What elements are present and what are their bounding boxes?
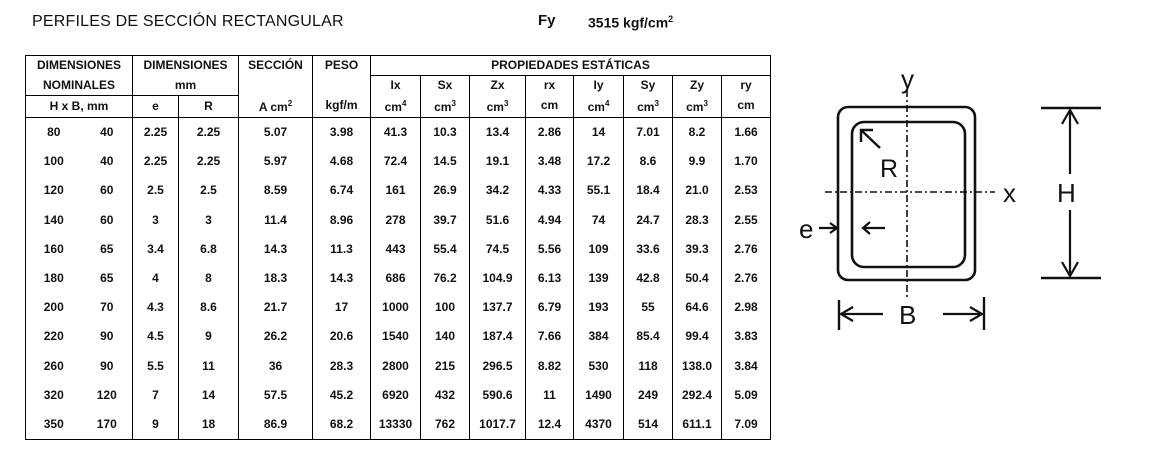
cell-h: 100 [26,147,82,176]
unit-sy [624,95,673,117]
cell-iy: 139 [574,263,624,292]
cell-zy: 39.3 [673,234,722,263]
label-x: x [1003,178,1016,208]
cell-sx: 76.2 [421,263,470,292]
table-row [26,147,771,176]
cell-peso: 14.3 [313,263,371,292]
cell-zy: 21.0 [673,176,722,205]
seccion-unit-text: A cm [258,100,288,115]
cell-sy: 7.01 [624,117,673,147]
inner-section [852,122,965,267]
unit-iy-exp: 4 [604,99,610,109]
cell-ry: 3.84 [722,351,771,380]
cell-sy: 55 [624,293,673,322]
properties-table [25,55,771,440]
cell-ry: 2.76 [722,263,771,292]
cell-r: 6.8 [179,234,239,263]
cell-ix: 1000 [371,293,421,322]
header-dim-mm-1: DIMENSIONES [133,56,239,76]
cell-zy: 50.4 [673,263,722,292]
cell-r: 3 [179,205,239,234]
cell-zx: 1017.7 [470,409,526,439]
label-b: B [899,300,917,330]
header-col-iy: Iy [574,76,624,96]
label-y: y [901,64,914,94]
fy-value-text: 3515 kgf/cm [588,14,669,31]
cell-iy: 109 [574,234,624,263]
unit-ix-text: cm [384,100,402,115]
cell-peso: 28.3 [313,351,371,380]
unit-iy [574,95,624,117]
unit-sy-exp: 3 [654,99,659,109]
cell-iy: 530 [574,351,624,380]
cell-zx: 74.5 [470,234,526,263]
cell-r: 11 [179,351,239,380]
cell-area: 5.97 [239,147,313,176]
label-h: H [1057,178,1076,208]
cell-ix: 686 [371,263,421,292]
cell-r: 2.25 [179,147,239,176]
cell-e: 2.25 [133,117,179,147]
cell-peso: 6.74 [313,176,371,205]
fy-value [588,14,673,31]
fy-value-exp: 2 [668,14,674,24]
cell-ry: 1.70 [722,147,771,176]
cell-r: 8 [179,263,239,292]
cell-area: 18.3 [239,263,313,292]
cell-peso: 20.6 [313,322,371,351]
fy-label: Fy [538,12,556,29]
cell-e: 3.4 [133,234,179,263]
cell-rx: 6.79 [526,293,574,322]
cell-r: 2.5 [179,176,239,205]
cell-zy: 9.9 [673,147,722,176]
header-e: e [133,95,179,117]
table-row [26,380,771,409]
cell-ix: 1540 [371,322,421,351]
cell-ry: 2.55 [722,205,771,234]
cell-r: 2.25 [179,117,239,147]
cell-area: 14.3 [239,234,313,263]
header-col-rx: rx [526,76,574,96]
cell-sx: 26.9 [421,176,470,205]
cell-sy: 42.8 [624,263,673,292]
cell-b: 60 [82,205,133,234]
cell-ix: 41.3 [371,117,421,147]
unit-zy-exp: 3 [703,99,708,109]
cell-ix: 278 [371,205,421,234]
unit-sx-text: cm [434,100,452,115]
section-diagram [795,62,1125,342]
cell-area: 57.5 [239,380,313,409]
cell-area: 11.4 [239,205,313,234]
cell-zx: 187.4 [470,322,526,351]
seccion-unit-exp: 2 [287,99,293,109]
cell-r: 18 [179,409,239,439]
cell-e: 2.25 [133,147,179,176]
cell-sy: 85.4 [624,322,673,351]
cell-h: 120 [26,176,82,205]
unit-sy-text: cm [637,100,655,115]
page-title: PERFILES DE SECCIÓN RECTANGULAR [32,13,344,30]
cell-sx: 100 [421,293,470,322]
cell-zy: 28.3 [673,205,722,234]
cell-peso: 4.68 [313,147,371,176]
cell-b: 120 [82,380,133,409]
cell-sx: 55.4 [421,234,470,263]
table-row [26,293,771,322]
cell-ry: 1.66 [722,117,771,147]
cell-sx: 140 [421,322,470,351]
cell-zx: 13.4 [470,117,526,147]
table-body [26,117,771,439]
header-seccion: SECCIÓN [239,56,313,76]
header-seccion-blank [239,76,313,96]
header-dim-nominal-2: NOMINALES [26,76,133,96]
unit-ry [722,95,771,117]
cell-r: 8.6 [179,293,239,322]
unit-sx-exp: 3 [451,99,456,109]
cell-b: 90 [82,351,133,380]
unit-iy-text: cm [587,100,605,115]
header-col-sx: Sx [421,76,470,96]
cell-sx: 762 [421,409,470,439]
table-row [26,234,771,263]
cell-iy: 384 [574,322,624,351]
header-r: R [179,95,239,117]
cell-sy: 33.6 [624,234,673,263]
cell-peso: 17 [313,293,371,322]
header-col-ix: Ix [371,76,421,96]
cell-peso: 11.3 [313,234,371,263]
cell-ry: 3.83 [722,322,771,351]
cell-e: 4 [133,263,179,292]
header-peso-blank [313,76,371,96]
label-e: e [799,214,814,244]
unit-rx-text: cm [540,98,559,113]
cell-zy: 292.4 [673,380,722,409]
cell-b: 60 [82,176,133,205]
table-row [26,409,771,439]
header-hxb: H x B, mm [26,95,133,117]
outer-section [838,107,975,280]
header-col-sy: Sy [624,76,673,96]
label-r: R [880,155,899,183]
cell-ix: 72.4 [371,147,421,176]
cell-zx: 590.6 [470,380,526,409]
unit-ix-exp: 4 [401,99,407,109]
cell-h: 200 [26,293,82,322]
cell-area: 8.59 [239,176,313,205]
cell-b: 65 [82,234,133,263]
table-row [26,322,771,351]
unit-zx-exp: 3 [503,99,509,109]
cell-sx: 215 [421,351,470,380]
cell-zx: 296.5 [470,351,526,380]
cell-e: 3 [133,205,179,234]
table-row [26,176,771,205]
cell-ry: 2.98 [722,293,771,322]
cell-ix: 6920 [371,380,421,409]
cell-b: 170 [82,409,133,439]
header-dim-mm-2: mm [133,76,239,96]
cell-area: 21.7 [239,293,313,322]
cell-rx: 4.94 [526,205,574,234]
cell-h: 220 [26,322,82,351]
cell-ry: 5.09 [722,380,771,409]
cell-peso: 45.2 [313,380,371,409]
cell-iy: 55.1 [574,176,624,205]
unit-ix [371,95,421,117]
cell-r: 9 [179,322,239,351]
cell-e: 9 [133,409,179,439]
table-row [26,263,771,292]
cell-rx: 3.48 [526,147,574,176]
cell-h: 180 [26,263,82,292]
cell-area: 26.2 [239,322,313,351]
cell-zy: 99.4 [673,322,722,351]
cell-sy: 18.4 [624,176,673,205]
unit-rx [526,95,574,117]
cell-h: 140 [26,205,82,234]
cell-rx: 11 [526,380,574,409]
table-row [26,351,771,380]
cell-h: 160 [26,234,82,263]
header-seccion-unit [239,95,313,117]
cell-area: 36 [239,351,313,380]
cell-e: 4.5 [133,322,179,351]
unit-zx [470,95,526,117]
header-col-zx: Zx [470,76,526,96]
cell-sy: 8.6 [624,147,673,176]
cell-ix: 443 [371,234,421,263]
cell-area: 86.9 [239,409,313,439]
cell-e: 5.5 [133,351,179,380]
cell-iy: 74 [574,205,624,234]
header-col-ry: ry [722,76,771,96]
unit-ry-text: cm [737,98,755,113]
table-row [26,205,771,234]
cell-b: 40 [82,117,133,147]
cell-zx: 19.1 [470,147,526,176]
cell-e: 2.5 [133,176,179,205]
cell-h: 320 [26,380,82,409]
cell-b: 70 [82,293,133,322]
cell-rx: 2.86 [526,117,574,147]
cell-ix: 161 [371,176,421,205]
cell-iy: 193 [574,293,624,322]
cell-iy: 1490 [574,380,624,409]
cell-sy: 24.7 [624,205,673,234]
cell-sy: 118 [624,351,673,380]
cell-rx: 12.4 [526,409,574,439]
cell-peso: 8.96 [313,205,371,234]
header-col-zy: Zy [673,76,722,96]
cell-sy: 514 [624,409,673,439]
header-peso-unit: kgf/m [313,95,371,117]
cell-zx: 34.2 [470,176,526,205]
cell-sx: 14.5 [421,147,470,176]
unit-zy-text: cm [686,100,704,115]
cell-sy: 249 [624,380,673,409]
cell-h: 80 [26,117,82,147]
cell-ix: 13330 [371,409,421,439]
cell-ry: 2.76 [722,234,771,263]
cell-b: 65 [82,263,133,292]
cell-iy: 17.2 [574,147,624,176]
cell-sx: 39.7 [421,205,470,234]
cell-r: 14 [179,380,239,409]
cell-zy: 611.1 [673,409,722,439]
r-arrow [861,130,880,148]
cell-sx: 432 [421,380,470,409]
table-row [26,117,771,147]
cell-ry: 2.53 [722,176,771,205]
cell-e: 4.3 [133,293,179,322]
cell-zy: 8.2 [673,117,722,147]
cell-rx: 7.66 [526,322,574,351]
cell-area: 5.07 [239,117,313,147]
cell-zx: 104.9 [470,263,526,292]
cell-sx: 10.3 [421,117,470,147]
cell-zx: 137.7 [470,293,526,322]
cell-zx: 51.6 [470,205,526,234]
cell-ry: 7.09 [722,409,771,439]
cell-peso: 3.98 [313,117,371,147]
cell-iy: 4370 [574,409,624,439]
cell-zy: 138.0 [673,351,722,380]
cell-ix: 2800 [371,351,421,380]
header-dim-nominal-1: DIMENSIONES [26,56,133,76]
header-peso: PESO [313,56,371,76]
header-propiedades: PROPIEDADES ESTÁTICAS [371,56,771,76]
cell-b: 40 [82,147,133,176]
cell-iy: 14 [574,117,624,147]
cell-e: 7 [133,380,179,409]
cell-b: 90 [82,322,133,351]
unit-zy [673,95,722,117]
cell-zy: 64.6 [673,293,722,322]
unit-zx-text: cm [486,100,504,115]
cell-peso: 68.2 [313,409,371,439]
unit-sx [421,95,470,117]
cell-h: 350 [26,409,82,439]
cell-rx: 5.56 [526,234,574,263]
cell-rx: 4.33 [526,176,574,205]
cell-h: 260 [26,351,82,380]
cell-rx: 6.13 [526,263,574,292]
cell-rx: 8.82 [526,351,574,380]
